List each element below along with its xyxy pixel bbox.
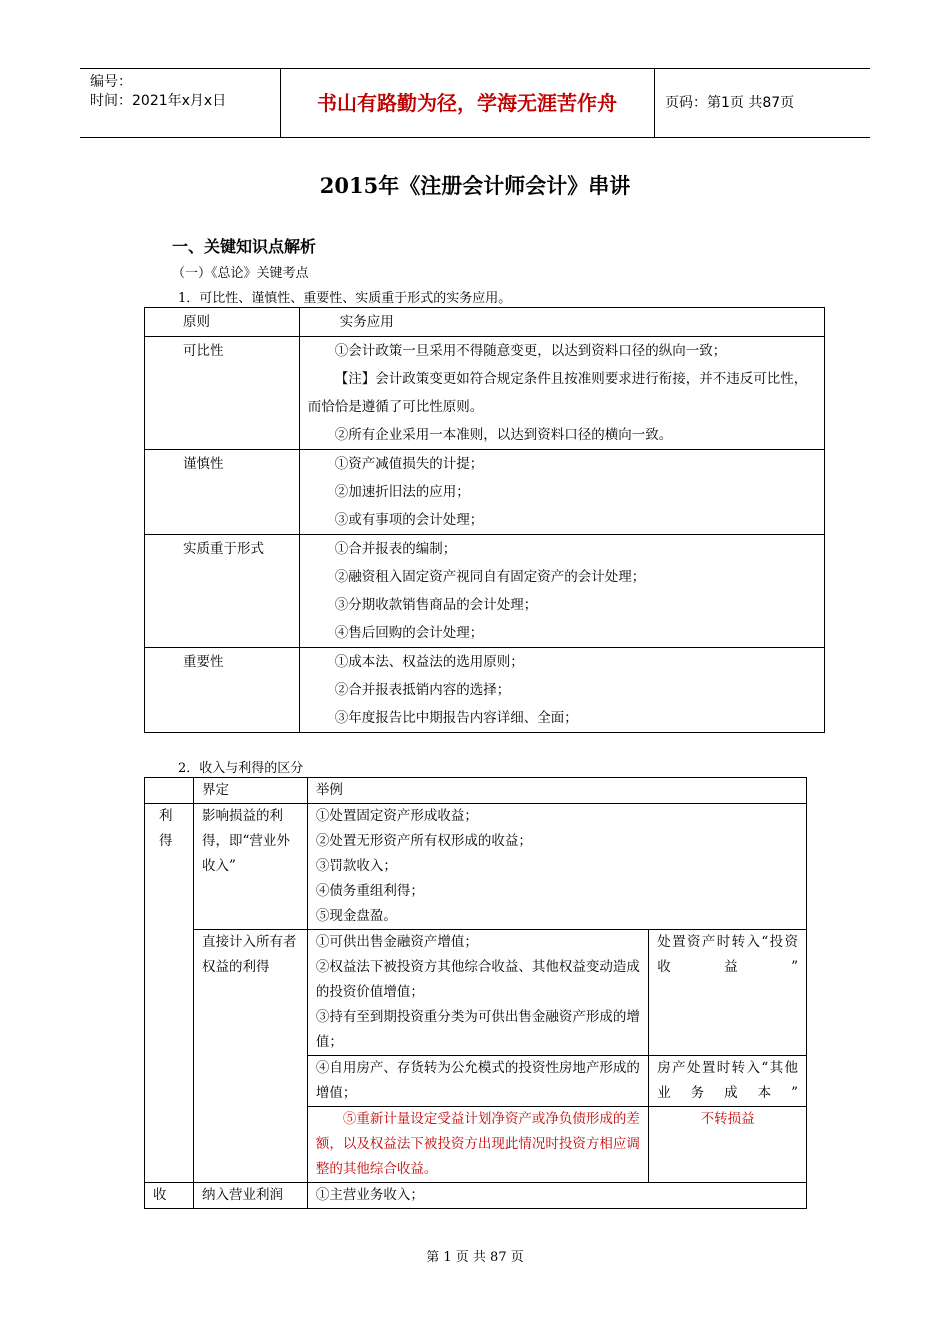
- principle-cell: 可比性: [145, 337, 300, 450]
- definition-cell: 直接计入所有者权益的利得: [193, 930, 307, 1183]
- example-line-highlight: ⑤重新计量设定受益计划净资产或净负债形成的差额，以及权益法下被投资方出现此情况时投资方相应调整的其他综合收益。: [307, 1107, 648, 1183]
- practice-line: ②所有企业采用一本准则，以达到资料口径的横向一致。: [334, 427, 673, 443]
- header-page-info: 页码：第1页 共87页: [665, 95, 795, 111]
- table-row: [145, 1183, 807, 1209]
- document-title: 2015年《注册会计师会计》串讲: [319, 173, 631, 198]
- example-line: ④债务重组利得；: [315, 883, 424, 899]
- table-row: [145, 804, 807, 930]
- column-header: 界定: [193, 778, 307, 804]
- example-line: ③持有至到期投资重分类为可供出售金融资产形成的增值；: [315, 1009, 640, 1050]
- revenue-gain-table: [144, 777, 807, 1209]
- item1-heading: 1．可比性、谨慎性、重要性、实质重于形式的实务应用。: [178, 291, 512, 306]
- table-row: [145, 930, 807, 1056]
- principle-cell: 实质重于形式: [145, 535, 300, 648]
- revenue-category-cell: 收: [145, 1183, 194, 1209]
- practice-line: 【注】会计政策变更如符合规定条件且按准则要求进行衔接，并不违反可比性，而恰恰是遵循了可比性原则。: [307, 371, 808, 415]
- example-line: ④自用房产、存货转为公允模式的投资性房地产形成的增值；: [307, 1056, 648, 1107]
- definition-cell: 影响损益的利得，即“营业外收入”: [193, 804, 307, 930]
- practice-line: ④售后回购的会计处理；: [334, 625, 484, 641]
- column-header: 实务应用: [299, 308, 824, 337]
- table-header-row: [145, 308, 825, 337]
- principle-cell: 谨慎性: [145, 450, 300, 535]
- table-row: [145, 535, 825, 648]
- principles-table: [144, 307, 825, 733]
- time-label: 时间：2021年x月x日: [90, 93, 227, 109]
- gain-category-cell: 利得: [145, 804, 194, 1183]
- page-footer: 第 1 页 共 87 页: [426, 1250, 524, 1265]
- practice-line: ②加速折旧法的应用；: [334, 484, 470, 500]
- treatment-note: 处置资产时转入“投资收益”: [649, 930, 807, 1056]
- example-line: ①可供出售金融资产增值；: [315, 934, 478, 950]
- example-line: ①处置固定资产形成收益；: [315, 808, 478, 824]
- practice-line: ②融资租入固定资产视同自有固定资产的会计处理；: [334, 569, 646, 585]
- header-info-cell: [80, 69, 281, 137]
- practice-line: ③年度报告比中期报告内容详细、全面；: [334, 710, 578, 726]
- example-line: ②处置无形资产所有权形成的收益；: [315, 833, 532, 849]
- principle-cell: 重要性: [145, 648, 300, 733]
- practice-line: ③或有事项的会计处理；: [334, 512, 484, 528]
- example-line: ③罚款收入；: [315, 858, 397, 874]
- document-header: [80, 68, 870, 138]
- table-row: [145, 648, 825, 733]
- table-row: [145, 337, 825, 450]
- treatment-note-highlight: 不转损益: [649, 1107, 807, 1183]
- table-row: [145, 450, 825, 535]
- practice-line: ①会计政策一旦采用不得随意变更，以达到资料口径的纵向一致；: [334, 343, 727, 359]
- treatment-note: 房产处置时转入“其他业务成本”: [649, 1056, 807, 1107]
- practice-line: ②合并报表抵销内容的选择；: [334, 682, 511, 698]
- header-motto: 书山有路勤为径，学海无涯苦作舟: [280, 69, 655, 137]
- item2-heading: 2．收入与利得的区分: [178, 761, 304, 776]
- number-label: 编号：: [90, 74, 132, 90]
- column-header: 举例: [307, 778, 806, 804]
- subsection-heading: （一）《总论》关键考点: [172, 266, 309, 281]
- practice-line: ①资产减值损失的计提；: [334, 456, 484, 472]
- definition-cell: 纳入营业利润: [193, 1183, 307, 1209]
- section-heading: 一、关键知识点解析: [172, 237, 317, 256]
- practice-line: ③分期收款销售商品的会计处理；: [334, 597, 538, 613]
- example-line: ②权益法下被投资方其他综合收益、其他权益变动造成的投资价值增值；: [315, 959, 640, 1000]
- example-line: ⑤现金盘盈。: [315, 908, 397, 924]
- table-header-row: [145, 778, 807, 804]
- practice-line: ①成本法、权益法的选用原则；: [334, 654, 524, 670]
- example-line: ①主营业务收入；: [307, 1183, 806, 1209]
- column-header: 原则: [145, 308, 300, 337]
- practice-line: ①合并报表的编制；: [334, 541, 457, 557]
